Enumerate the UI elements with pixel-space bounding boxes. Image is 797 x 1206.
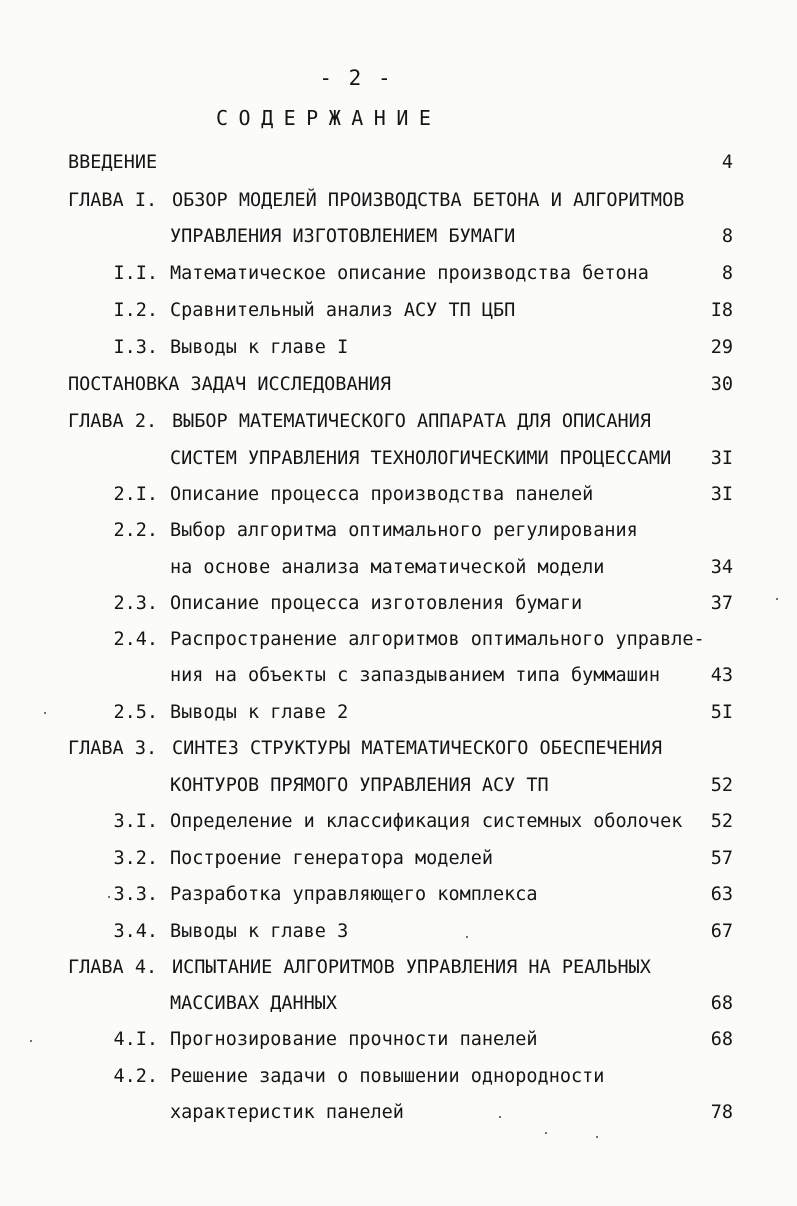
toc-section-number: 3.2. [113, 848, 158, 869]
toc-entry-page: 8 [721, 226, 733, 247]
toc-section-1-3 [0, 333, 797, 363]
toc-chapter-title-cont: СИСТЕМ УПРАВЛЕНИЯ ТЕХНОЛОГИЧЕСКИМИ ПРОЦЕССАМИ [170, 448, 672, 469]
toc-chapter-2-cont [0, 444, 797, 474]
toc-chapter-number: ГЛАВА 2. [68, 411, 158, 432]
toc-chapter-title-cont: УПРАВЛЕНИЯ ИЗГОТОВЛЕНИЕМ БУМАГИ [170, 226, 516, 247]
toc-chapter-1-cont [0, 222, 797, 252]
toc-section-number: 4.2. [113, 1066, 158, 1087]
toc-section-title: Выводы к главе I [170, 337, 349, 358]
toc-chapter-4 [0, 953, 797, 983]
toc-section-2-2 [0, 516, 797, 546]
toc-heading: СОДЕРЖАНИЕ [216, 106, 442, 130]
toc-section-3-1 [0, 807, 797, 837]
toc-section-4-2-cont [0, 1098, 797, 1128]
toc-entry-page: 3I [710, 448, 733, 469]
toc-section-number: 3.3. [113, 884, 158, 905]
toc-section-title-cont: на основе анализа математической модели [170, 557, 605, 578]
toc-section-2-3 [0, 589, 797, 619]
toc-entry-page: 5I [710, 702, 733, 723]
toc-entry-page: 43 [710, 665, 733, 686]
toc-section-4-2 [0, 1062, 797, 1092]
toc-section-title: Выводы к главе 3 [170, 921, 349, 942]
toc-section-title: Построение генератора моделей [170, 848, 494, 869]
toc-section-2-4-cont [0, 661, 797, 691]
scan-speck [545, 1132, 547, 1134]
toc-section-4-1 [0, 1025, 797, 1055]
toc-entry-page: 29 [710, 337, 733, 358]
toc-chapter-number: ГЛАВА 4. [68, 957, 158, 978]
scan-speck [44, 712, 46, 714]
toc-section-number: 2.2. [113, 520, 158, 541]
toc-entry-page: 52 [710, 775, 733, 796]
toc-section-number: 3.4. [113, 921, 158, 942]
toc-entry-page: 68 [710, 993, 733, 1014]
toc-entry-title: ВВЕДЕНИЕ [68, 152, 158, 173]
toc-section-title-cont: характеристик панелей [170, 1102, 404, 1123]
toc-section-2-4 [0, 625, 797, 655]
toc-section-title: Определение и классификация системных оболочек [170, 811, 683, 832]
scan-speck [466, 936, 468, 938]
toc-section-number: I.2. [113, 300, 158, 321]
toc-chapter-3 [0, 734, 797, 764]
toc-chapter-title: ВЫБОР МАТЕМАТИЧЕСКОГО АППАРАТА ДЛЯ ОПИСАНИЯ [172, 411, 651, 432]
toc-entry-page: 3I [710, 484, 733, 505]
toc-chapter-4-cont [0, 989, 797, 1019]
toc-section-1-1 [0, 259, 797, 289]
toc-section-title: Описание процесса изготовления бумаги [170, 593, 583, 614]
toc-chapter-title: ИСПЫТАНИЕ АЛГОРИТМОВ УПРАВЛЕНИЯ НА РЕАЛЬНЫХ [172, 957, 651, 978]
toc-section-number: 2.3. [113, 593, 158, 614]
toc-section-title: Выводы к главе 2 [170, 702, 349, 723]
toc-entry-title: ПОСТАНОВКА ЗАДАЧ ИССЛЕДОВАНИЯ [68, 374, 392, 395]
toc-chapter-title: ОБЗОР МОДЕЛЕЙ ПРОИЗВОДСТВА БЕТОНА И АЛГОРИТМОВ [172, 190, 685, 211]
toc-section-title: Выбор алгоритма оптимального регулирования [170, 520, 638, 541]
toc-entry-page: 78 [710, 1102, 733, 1123]
toc-chapter-title-cont: МАССИВАХ ДАННЫХ [170, 993, 338, 1014]
toc-chapter-title: СИНТЕЗ СТРУКТУРЫ МАТЕМАТИЧЕСКОГО ОБЕСПЕЧЕНИЯ [172, 738, 663, 759]
toc-entry-page: 4 [721, 152, 733, 173]
toc-section-1-2 [0, 296, 797, 326]
toc-chapter-number: ГЛАВА 3. [68, 738, 158, 759]
toc-entry-page: 8 [721, 263, 733, 284]
toc-section-2-5 [0, 698, 797, 728]
scan-speck [499, 1116, 501, 1118]
toc-section-number: I.3. [113, 337, 158, 358]
page-number: - 2 - [319, 66, 393, 90]
toc-section-title: Разработка управляющего комплекса [170, 884, 538, 905]
toc-section-2-2-cont [0, 553, 797, 583]
toc-entry-page: 67 [710, 921, 733, 942]
scan-speck [30, 1040, 32, 1042]
toc-section-3-2 [0, 844, 797, 874]
toc-section-title: Прогнозирование прочности панелей [170, 1029, 538, 1050]
toc-section-title: Описание процесса производства панелей [170, 484, 594, 505]
toc-chapter-3-cont [0, 771, 797, 801]
toc-entry-page: 37 [710, 593, 733, 614]
toc-entry-page: I8 [710, 300, 733, 321]
scan-speck [108, 896, 110, 898]
toc-entry-page: 34 [710, 557, 733, 578]
toc-section-number: 2.4. [113, 629, 158, 650]
toc-section-3-4 [0, 917, 797, 947]
toc-section-title: Сравнительный анализ АСУ ТП ЦБП [170, 300, 516, 321]
toc-entry-introduction [0, 148, 797, 178]
toc-section-number: 2.I. [113, 484, 158, 505]
toc-chapter-1 [0, 186, 797, 216]
scan-speck [596, 1136, 598, 1138]
toc-section-2-1 [0, 480, 797, 510]
toc-chapter-number: ГЛАВА I. [68, 190, 158, 211]
toc-entry-page: 52 [710, 811, 733, 832]
toc-entry-problem-statement [0, 370, 797, 400]
toc-entry-page: 68 [710, 1029, 733, 1050]
toc-section-title: Решение задачи о повышении однородности [170, 1066, 605, 1087]
toc-section-3-3 [0, 880, 797, 910]
toc-section-title-cont: ния на объекты с запаздыванием типа буммашин [170, 665, 661, 686]
toc-chapter-2 [0, 407, 797, 437]
toc-entry-page: 57 [710, 848, 733, 869]
toc-section-title: Математическое описание производства бетона [170, 263, 649, 284]
toc-section-title: Распространение алгоритмов оптимального управле- [170, 629, 705, 650]
toc-entry-page: 63 [710, 884, 733, 905]
toc-entry-page: 30 [710, 374, 733, 395]
toc-section-number: 4.I. [113, 1029, 158, 1050]
toc-section-number: I.I. [113, 263, 158, 284]
toc-section-number: 3.I. [113, 811, 158, 832]
scan-speck [776, 598, 778, 600]
toc-chapter-title-cont: КОНТУРОВ ПРЯМОГО УПРАВЛЕНИЯ АСУ ТП [170, 775, 549, 796]
toc-section-number: 2.5. [113, 702, 158, 723]
